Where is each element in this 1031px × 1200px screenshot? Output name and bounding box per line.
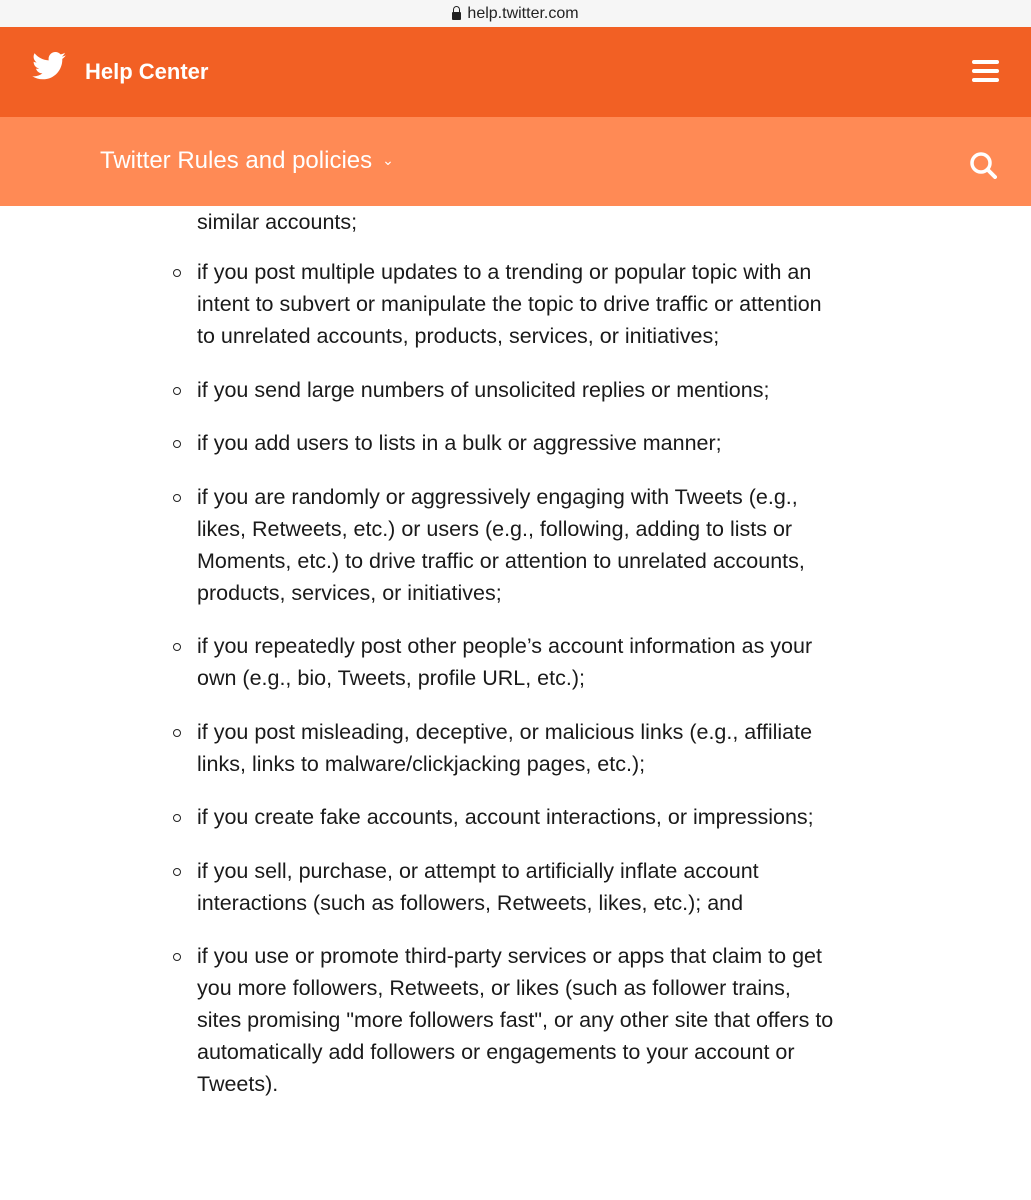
list-item: if you send large numbers of unsolicited replies or mentions; — [170, 374, 837, 406]
url-text: help.twitter.com — [467, 4, 579, 22]
list-item-continuation: similar accounts; — [197, 210, 358, 234]
list-item: if you repeatedly post other people’s account information as your own (e.g., bio, Tweets, profile URL, etc.); — [170, 630, 837, 694]
section-dropdown[interactable] — [100, 147, 394, 175]
list-item: if you sell, purchase, or attempt to artificially inflate account interactions (such as followers, Retweets, likes, etc.); and — [170, 855, 837, 919]
hamburger-menu-icon[interactable] — [972, 60, 999, 84]
site-header — [0, 27, 1031, 117]
lock-icon — [452, 12, 461, 20]
section-dropdown-label: Twitter Rules and policies — [100, 147, 373, 174]
list-item: if you add users to lists in a bulk or aggressive manner; — [170, 427, 837, 459]
list-item: if you use or promote third-party services or apps that claim to get you more followers, Retweets, or likes (such as follower trains, sites promising "more followers fast", or any other site that offers to automatically add followers or engagements to your account or Tweets). — [170, 940, 837, 1100]
chevron-down-icon: ⌄ — [382, 152, 394, 168]
help-center-title[interactable]: Help Center — [85, 59, 209, 84]
twitter-bird-icon[interactable] — [32, 52, 66, 80]
list-item: if you are randomly or aggressively engaging with Tweets (e.g., likes, Retweets, etc.) or users (e.g., following, adding to lists or Moments, etc.) to drive traffic or attention to unrelated accounts, products, services, or initiatives; — [170, 481, 837, 609]
section-nav — [0, 117, 1031, 206]
address-bar[interactable] — [0, 0, 1031, 27]
policy-list — [170, 256, 850, 1122]
search-icon[interactable] — [969, 151, 997, 179]
list-item: if you post misleading, deceptive, or malicious links (e.g., affiliate links, links to malware/clickjacking pages, etc.); — [170, 716, 837, 780]
list-item: if you post multiple updates to a trending or popular topic with an intent to subvert or manipulate the topic to drive traffic or attention to unrelated accounts, products, services, or initiatives; — [170, 256, 837, 352]
list-item: if you create fake accounts, account interactions, or impressions; — [170, 801, 837, 833]
